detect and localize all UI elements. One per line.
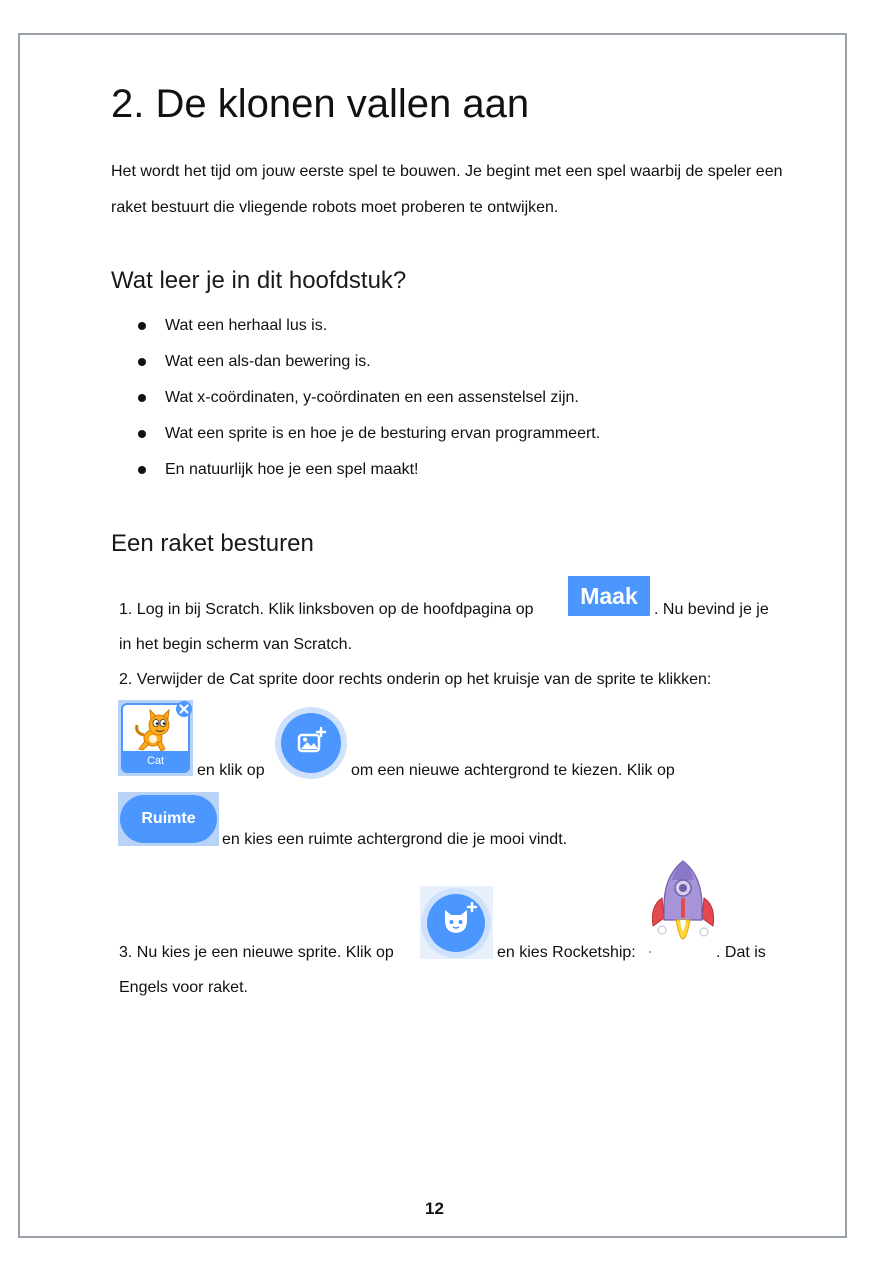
cat-sprite-tile[interactable] (118, 700, 193, 776)
ruimte-button[interactable]: Ruimte (120, 795, 217, 843)
page-title: 2. De klonen vallen aan (111, 82, 530, 126)
close-icon[interactable] (175, 700, 193, 718)
step2-text-c: om een nieuwe achtergrond te kiezen. Klik op (351, 762, 675, 779)
maak-button[interactable]: Maak (568, 576, 650, 616)
bullet-icon (138, 322, 146, 330)
cat-sprite-label: Cat (123, 751, 188, 771)
bullet-icon (138, 394, 146, 402)
bullet-icon (138, 430, 146, 438)
list-item: Wat x-coördinaten, y-coördinaten en een assenstelsel zijn. (137, 380, 600, 416)
page-number: 12 (425, 1199, 444, 1218)
ruimte-button-highlight (118, 792, 219, 846)
intro-paragraph: Het wordt het tijd om jouw eerste spel te bouwen. Je begint met een spel waarbij de speler een raket bestuurt die vliegende robots moet proberen te ontwijken. (111, 163, 783, 216)
step3-text-c: . Dat is (716, 944, 766, 961)
choose-sprite-icon[interactable] (420, 886, 493, 959)
step3-text-b: en kies Rocketship: (497, 944, 636, 961)
step1-text-c: in het begin scherm van Scratch. (119, 636, 353, 653)
section-heading-rocket: Een raket besturen (111, 530, 314, 557)
step2-text-b: en klik op (197, 762, 265, 779)
step3-text-a: 3. Nu kies je een nieuwe sprite. Klik op (119, 944, 394, 961)
list-item: Wat een als-dan bewering is. (137, 344, 600, 380)
step1-text-a: 1. Log in bij Scratch. Klik linksboven op de hoofdpagina op (119, 601, 534, 618)
list-item: En natuurlijk hoe je een spel maakt! (137, 452, 600, 488)
step3-text-d: Engels voor raket. (119, 979, 248, 996)
section-heading-learn: Wat leer je in dit hoofdstuk? (111, 267, 407, 294)
step2-text-a: 2. Verwijder de Cat sprite door rechts onderin op het kruisje van de sprite te klikken: (119, 671, 712, 688)
list-item: Wat een herhaal lus is. (137, 308, 600, 344)
step2-text-d: en kies een ruimte achtergrond die je mooi vindt. (222, 831, 568, 848)
rocketship-icon (648, 858, 718, 960)
bullet-icon (138, 358, 146, 366)
choose-backdrop-icon[interactable] (274, 706, 348, 780)
list-item: Wat een sprite is en hoe je de besturing ervan programmeert. (137, 416, 600, 452)
learning-goals-list (137, 308, 600, 488)
step1-text-b: . Nu bevind je je (654, 601, 769, 618)
bullet-icon (138, 466, 146, 474)
